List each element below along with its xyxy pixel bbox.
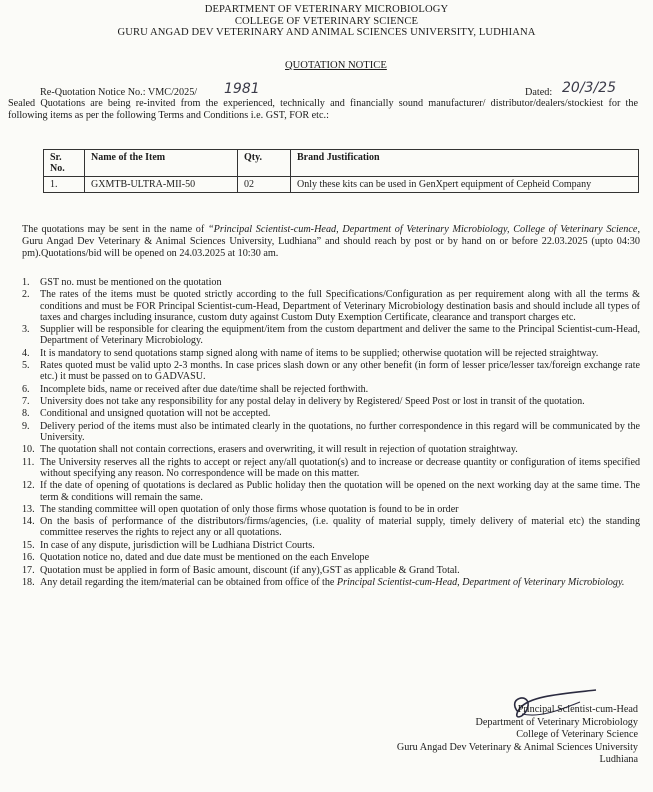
items-table xyxy=(43,149,639,193)
term-item xyxy=(22,396,640,407)
term-number: 12. xyxy=(22,480,35,492)
term-text-italic: Principal Scientist-cum-Head, Department of Veterinary Microbiology. xyxy=(336,576,625,588)
term-number: 18. xyxy=(22,576,35,588)
term-text: GST no. must be mentioned on the quotation xyxy=(40,277,222,288)
term-item xyxy=(22,565,640,576)
header-item-name: Name of the Item xyxy=(85,150,238,177)
term-item xyxy=(22,577,640,588)
term-number: 2. xyxy=(22,289,30,301)
term-number: 17. xyxy=(22,564,35,576)
signatory-college: College of Veterinary Science xyxy=(516,729,638,741)
term-number: 8. xyxy=(22,408,30,420)
submission-paragraph xyxy=(22,224,640,261)
term-text: Quotation must be applied in form of Basic amount, discount (if any),GST as applicable & Grand Total. xyxy=(40,564,460,576)
term-item xyxy=(22,516,640,539)
reference-label: Re-Quotation Notice No.: VMC/2025/ xyxy=(40,87,198,98)
terms-list xyxy=(22,277,640,589)
college-heading: COLLEGE OF VETERINARY SCIENCE xyxy=(234,15,419,27)
header-qty: Qty. xyxy=(238,150,291,177)
notice-title: QUOTATION NOTICE xyxy=(285,60,387,71)
term-text: The standing committee will open quotation of only those firms whose quotation is found to be in order xyxy=(40,503,459,515)
term-text: Supplier will be responsible for clearing the equipment/item from the custom department and deliver the same to the Principal Scientist-cum-Head, Department of Veterinary Microbiology. xyxy=(40,324,640,347)
term-item xyxy=(22,277,640,288)
table-row xyxy=(44,177,639,193)
handwritten-date: 20/3/25 xyxy=(562,80,616,96)
reference-number xyxy=(40,87,197,98)
term-item xyxy=(22,540,640,551)
term-text: On the basis of performance of the distributors/firms/agencies, (i.e. quality of material supply, timely delivery of material etc) the standing committee reserves the rights to reject any or all quotations. xyxy=(40,516,640,539)
term-text: The rates of the items must be quoted strictly according to the full Specifications/Configuration as per requirement along with all the terms & conditions and must be FOR Principal Scientist-cum-Head, Department of Veterinary Microbiology destination basis and should include all types of taxes and charges including insurance, custom duty against Custom Duty Exemption Certificate, clearance and transport charges etc. xyxy=(40,289,640,323)
cell-brand-justification: Only these kits can be used in GenXpert equipment of Cepheid Company xyxy=(291,177,639,193)
table-header-row xyxy=(44,150,639,177)
term-item xyxy=(22,552,640,563)
dated-label: Dated: xyxy=(525,87,553,98)
term-item xyxy=(22,421,640,444)
term-number: 10. xyxy=(22,444,35,456)
term-text: It is mandatory to send quotations stamp signed along with name of items to be supplied; otherwise quotation will be rejected straightway. xyxy=(40,347,599,359)
term-number: 13. xyxy=(22,503,35,515)
term-number: 16. xyxy=(22,552,35,564)
term-text: Any detail regarding the item/material can be obtained from office of the xyxy=(40,576,337,588)
signatory-department: Department of Veterinary Microbiology xyxy=(475,716,638,728)
cell-item-name: GXMTB-ULTRA-MII-50 xyxy=(85,177,238,193)
term-number: 7. xyxy=(22,396,30,408)
department-heading: DEPARTMENT OF VETERINARY MICROBIOLOGY xyxy=(204,4,449,15)
term-number: 4. xyxy=(22,347,30,359)
term-item xyxy=(22,324,640,347)
university-heading: GURU ANGAD DEV VETERINARY AND ANIMAL SCIENCES UNIVERSITY, LUDHIANA xyxy=(117,27,536,38)
cell-sr-no: 1. xyxy=(44,177,85,193)
signatory-university: Guru Angad Dev Veterinary & Animal Sciences University xyxy=(396,741,638,753)
term-item xyxy=(22,348,640,359)
intro-paragraph: Sealed Quotations are being re-invited from the experienced, technically and financially sound manufacturer/ distributor/dealers/stockiest for the following items as per the following Terms and Conditions i.e. GST, FOR etc.: xyxy=(8,98,638,121)
term-item xyxy=(22,480,640,503)
term-text: The quotation shall not contain corrections, erasers and overwriting, it will result in rejection of quotation straightway. xyxy=(40,444,518,456)
term-number: 9. xyxy=(22,420,30,432)
term-text: Incomplete bids, name or received after due date/time shall be rejected forthwith. xyxy=(40,383,369,395)
term-text: Quotation notice no, dated and due date must be mentioned on the each Envelope xyxy=(40,552,370,564)
term-item xyxy=(22,457,640,480)
term-item xyxy=(22,444,640,455)
term-number: 15. xyxy=(22,539,35,551)
term-text: The University reserves all the rights to accept or reject any/all quotation(s) and to increase or decrease quantity or configuration of items specified without specifying any reason. No correspondence will be made on this matter. xyxy=(40,456,640,479)
term-item xyxy=(22,360,640,383)
submission-text-2: , Guru Angad Dev Veterinary & Animal Sciences University, Ludhiana” and should reach by post or by hand on or before 22.03.2025 (upto 04:30 pm).Quotations/bid will be opened on 24.03.2025 at 10:30 am. xyxy=(22,224,640,260)
term-number: 6. xyxy=(22,383,30,395)
term-text: Conditional and unsigned quotation will not be accepted. xyxy=(40,408,271,420)
signatory-title: Principal Scientist-cum-Head xyxy=(517,704,638,715)
term-item xyxy=(22,289,640,323)
cell-qty: 02 xyxy=(238,177,291,193)
header-brand-justification: Brand Justification xyxy=(291,150,639,177)
term-number: 1. xyxy=(22,277,30,288)
header-sr-no: Sr. No. xyxy=(44,150,85,177)
term-text: If the date of opening of quotations is declared as Public holiday then the quotation will be opened on the next working day at the same time. The term & conditions will remain the same. xyxy=(40,480,640,503)
signature-block xyxy=(397,704,638,767)
term-item xyxy=(22,504,640,515)
term-text: Rates quoted must be valid upto 2-3 months. In case prices slash down or any other benefit (in form of lesser price/lesser tax/foreign exchange rate etc.) it must be passed on to GADVASU. xyxy=(40,360,640,383)
term-number: 3. xyxy=(22,324,30,336)
term-text: University does not take any responsibility for any postal delay in delivery by Registered/ Speed Post or lost in transit of the quotation. xyxy=(40,396,585,408)
term-text: Delivery period of the items must also be intimated clearly in the quotations, no further correspondence in this regard will be communicated by the University. xyxy=(40,420,640,443)
term-number: 14. xyxy=(22,516,35,528)
submission-text-italic: “Principal Scientist-cum-Head, Department of Veterinary Microbiology, College of Veterinary Science xyxy=(207,224,638,235)
signatory-city: Ludhiana xyxy=(599,754,638,766)
term-text: In case of any dispute, jurisdiction will be Ludhiana District Courts. xyxy=(40,539,315,551)
submission-text-1: The quotations may be sent in the name of xyxy=(22,224,208,235)
term-item xyxy=(22,408,640,419)
term-item xyxy=(22,384,640,395)
term-number: 5. xyxy=(22,360,30,372)
term-number: 11. xyxy=(22,456,35,468)
handwritten-reference-number: 1981 xyxy=(224,81,260,97)
